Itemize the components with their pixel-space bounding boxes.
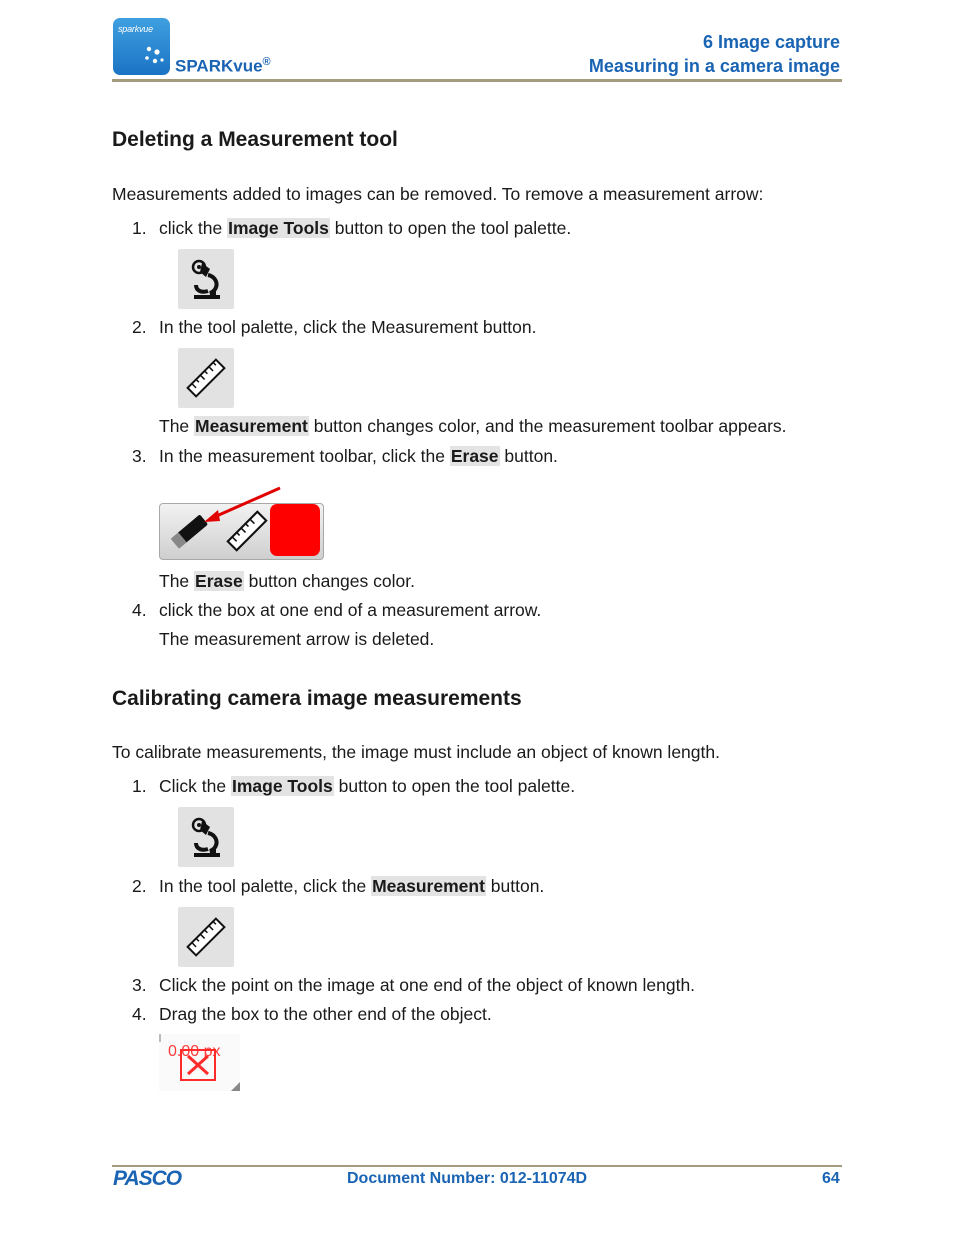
step-note: The Erase button changes color. bbox=[159, 571, 415, 591]
step-number: 1. bbox=[132, 218, 147, 238]
step-number: 2. bbox=[132, 876, 147, 896]
arrow-pointer-icon bbox=[196, 484, 286, 526]
step-note: The measurement arrow is deleted. bbox=[159, 629, 435, 649]
erase-term: Erase bbox=[195, 571, 243, 591]
measurement-term: Measurement bbox=[195, 416, 308, 436]
intro-text: To calibrate measurements, the image must include an object of known length. bbox=[112, 742, 720, 762]
measurement-button[interactable] bbox=[178, 348, 234, 408]
step-number: 4. bbox=[132, 600, 147, 620]
sparkvue-logo bbox=[113, 18, 170, 75]
measurement-term: Measurement bbox=[372, 876, 485, 896]
step-text: Click the Image Tools button to open the tool palette. bbox=[159, 776, 576, 796]
step-number: 1. bbox=[132, 776, 147, 796]
image-tools-button[interactable] bbox=[178, 249, 234, 309]
step-number: 2. bbox=[132, 317, 147, 337]
measurement-box-image bbox=[159, 1034, 240, 1091]
step-note: The Measurement button changes color, and the measurement toolbar appears. bbox=[159, 416, 787, 436]
measure-label: 0.00 px bbox=[168, 1043, 221, 1060]
chapter-title: 6 Image capture bbox=[702, 32, 840, 52]
section-heading: Deleting a Measurement tool bbox=[112, 128, 398, 151]
step-text: Drag the box to the other end of the object. bbox=[159, 1004, 492, 1024]
step-text: click the Image Tools button to open the tool palette. bbox=[159, 218, 572, 238]
step-text: Click the point on the image at one end of the object of known length. bbox=[159, 975, 696, 995]
dots-icon bbox=[143, 45, 165, 67]
footer-rule bbox=[112, 1165, 842, 1167]
image-tools-button[interactable] bbox=[178, 807, 234, 867]
image-tools-term: Image Tools bbox=[228, 218, 329, 238]
ruler-icon bbox=[184, 915, 228, 959]
document-number: Document Number: 012-11074D bbox=[347, 1170, 588, 1187]
intro-text: Measurements added to images can be removed. To remove a measurement arrow: bbox=[112, 184, 764, 204]
brand-name: SPARKvue® bbox=[175, 56, 271, 76]
image-tools-term: Image Tools bbox=[231, 776, 333, 796]
ruler-icon bbox=[184, 356, 228, 400]
measurement-button[interactable] bbox=[178, 907, 234, 967]
erase-term: Erase bbox=[450, 446, 499, 466]
step-number: 3. bbox=[132, 975, 147, 995]
resize-corner-icon bbox=[231, 1082, 240, 1091]
page-number: 64 bbox=[822, 1170, 840, 1187]
microscope-icon bbox=[186, 257, 226, 301]
step-text: In the measurement toolbar, click the Erase button. bbox=[159, 446, 558, 466]
delete-box-icon[interactable] bbox=[179, 1048, 219, 1084]
section-title: Measuring in a camera image bbox=[588, 56, 840, 76]
step-number: 3. bbox=[132, 446, 147, 466]
step-text: In the tool palette, click the Measurement button. bbox=[159, 317, 537, 337]
logo-text: sparkvue bbox=[118, 24, 153, 34]
step-number: 4. bbox=[132, 1004, 147, 1024]
pasco-logo: PASCO bbox=[113, 1167, 182, 1190]
step-text: click the box at one end of a measurement arrow. bbox=[159, 600, 542, 620]
microscope-icon bbox=[186, 815, 226, 859]
step-text: In the tool palette, click the Measurement button. bbox=[159, 876, 545, 896]
section-heading: Calibrating camera image measurements bbox=[112, 687, 522, 710]
header-rule bbox=[112, 79, 842, 82]
